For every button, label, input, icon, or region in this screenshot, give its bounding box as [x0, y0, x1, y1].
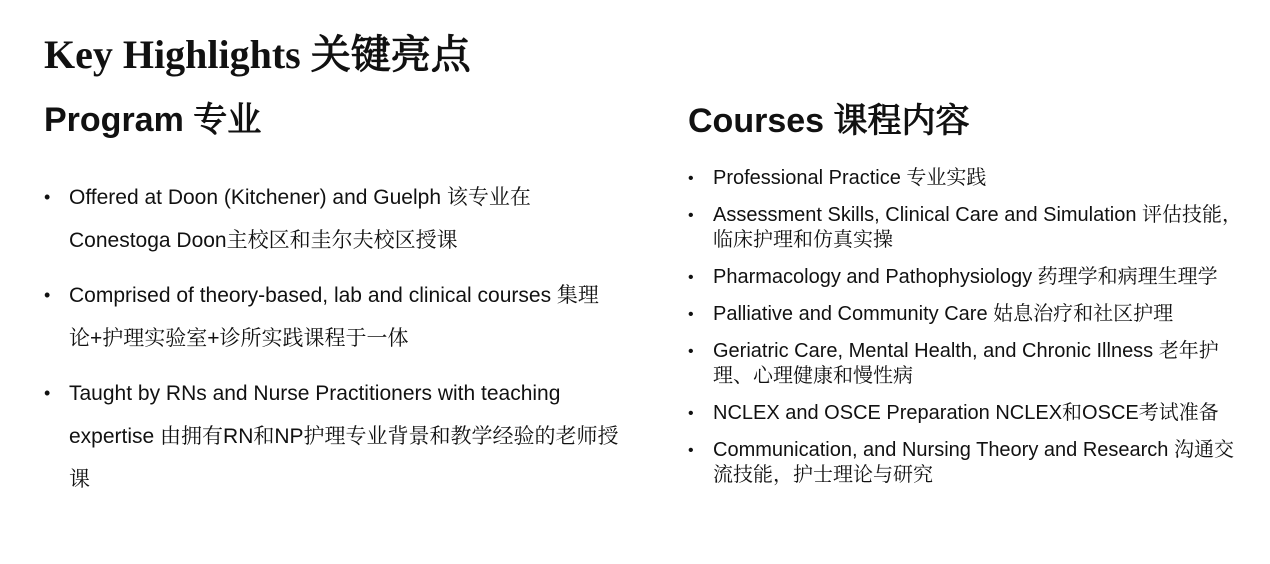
program-list: [44, 176, 619, 513]
courses-list: [688, 166, 1248, 500]
list-item-text: Assessment Skills, Clinical Care and Simulation 评估技能，临床护理和仿真实操: [713, 204, 1243, 251]
list-item-text: Palliative and Community Care 姑息治疗和社区护理: [713, 303, 1174, 325]
list-item-text: NCLEX and OSCE Preparation NCLEX和OSCE考试准备: [713, 402, 1219, 424]
list-item: [688, 438, 1248, 488]
list-item-text: Communication, and Nursing Theory and Research 沟通交流技能，护士理论与研究: [713, 439, 1234, 486]
list-item: [688, 203, 1248, 253]
list-item: [688, 265, 1248, 290]
bullet: •: [44, 383, 51, 403]
list-item-text: Pharmacology and Pathophysiology 药理学和病理生理学: [713, 266, 1218, 288]
bullet: •: [44, 285, 51, 305]
bullet: •: [688, 269, 694, 286]
list-item-text: Comprised of theory-based, lab and clinical courses 集理论+护理实验室+诊所实践课程于一体: [69, 284, 599, 350]
list-item: [688, 302, 1248, 327]
bullet: •: [44, 187, 51, 207]
bullet: •: [688, 405, 694, 422]
bullet: •: [688, 306, 694, 323]
bullet: •: [688, 343, 694, 360]
list-item: [688, 339, 1248, 389]
list-item-text: Offered at Doon (Kitchener) and Guelph 该专业在Conestoga Doon主校区和圭尔夫校区授课: [69, 186, 531, 252]
list-item: [688, 401, 1248, 426]
list-item: [44, 176, 619, 262]
list-item: [688, 166, 1248, 191]
list-item-text: Taught by RNs and Nurse Practitioners with teaching expertise 由拥有RN和NP护理专业背景和教学经验的老师授课: [69, 382, 619, 491]
bullet: •: [688, 207, 694, 224]
bullet: •: [688, 170, 694, 187]
bullet: •: [688, 442, 694, 459]
slide-title: Key Highlights 关键亮点: [44, 32, 471, 77]
list-item-text: Professional Practice 专业实践: [713, 167, 987, 189]
list-item-text: Geriatric Care, Mental Health, and Chronic Illness 老年护理、心理健康和慢性病: [713, 340, 1219, 387]
list-item: [44, 274, 619, 360]
courses-heading: Courses 课程内容: [688, 102, 970, 140]
program-heading: Program 专业: [44, 101, 262, 139]
list-item: [44, 372, 619, 501]
